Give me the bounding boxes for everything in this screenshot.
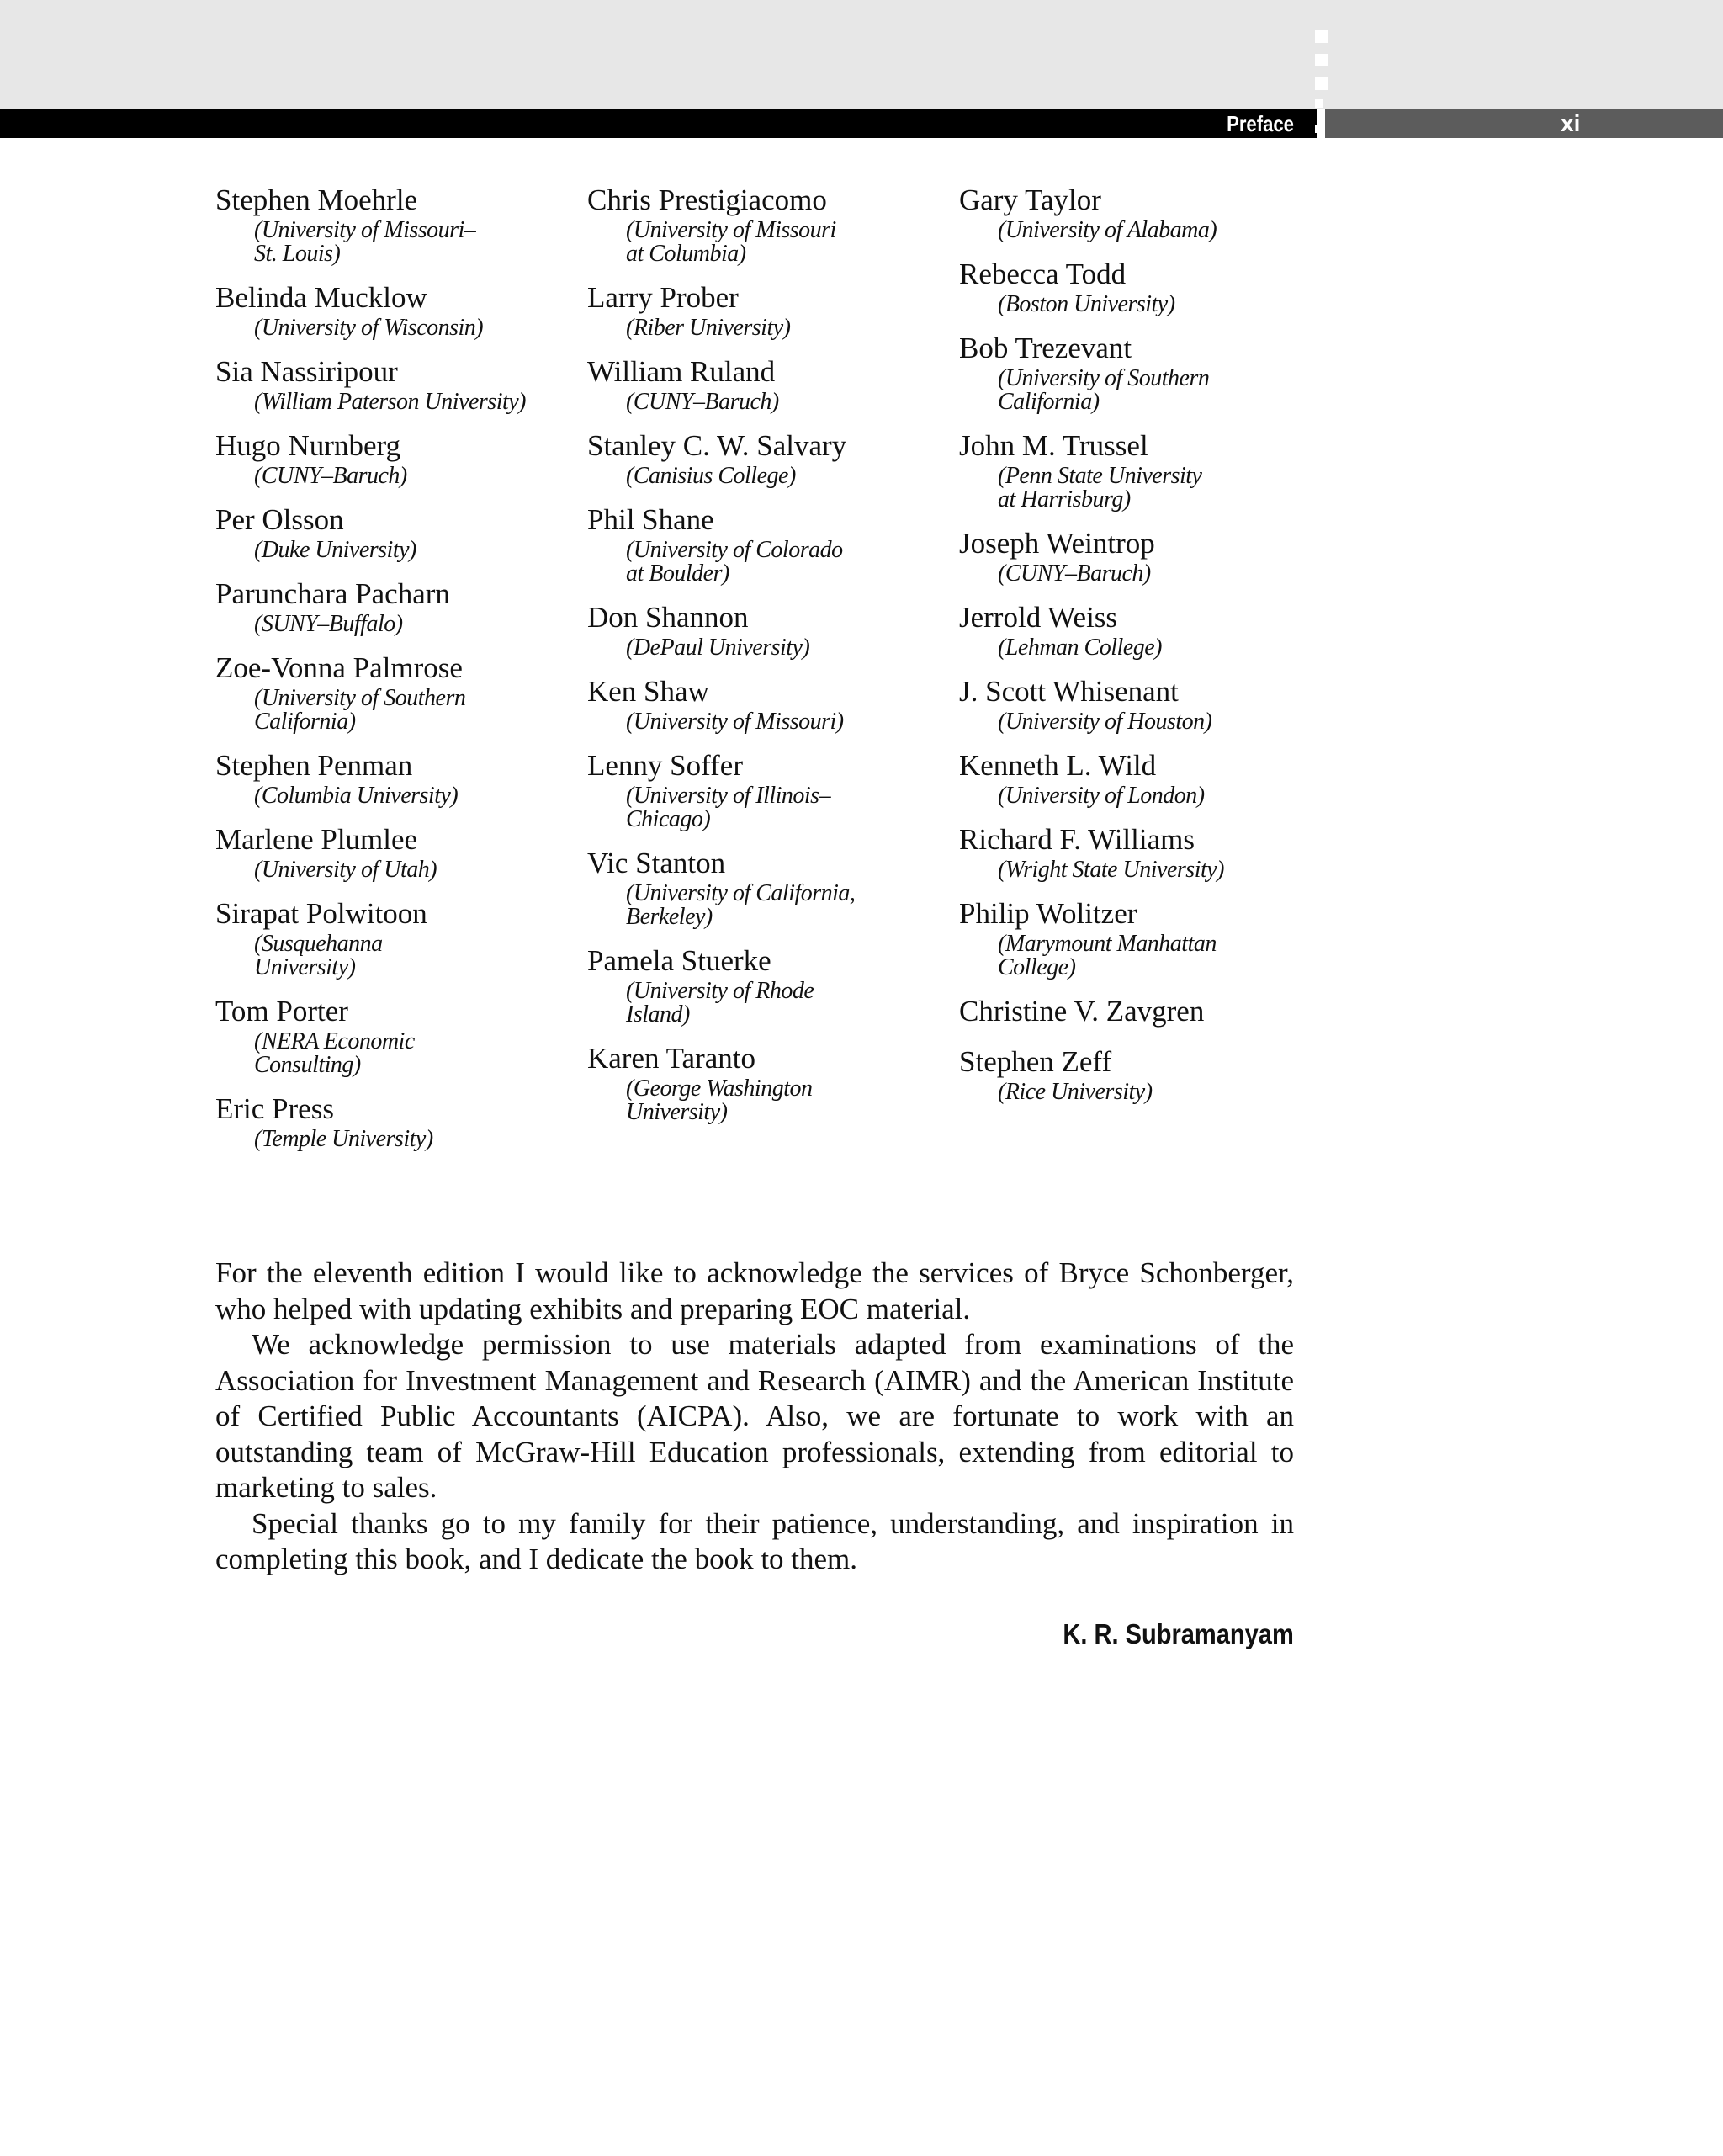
reviewer-affiliation: (University of Houston): [998, 709, 1212, 735]
reviewer-name: Per Olsson: [215, 503, 344, 536]
reviewer-affiliation: (University of Missouri– St. Louis): [254, 217, 476, 267]
reviewer-name: Tom Porter: [215, 995, 348, 1028]
reviewer-entry: [959, 821, 1329, 882]
reviewer-name: Sia Nassiripour: [215, 355, 398, 388]
reviewer-entry: [215, 427, 586, 488]
reviewer-name: Zoe-Vonna Palmrose: [215, 651, 463, 684]
reviewer-affiliation: (University of Illinois– Chicago): [626, 783, 831, 832]
reviewer-name: Phil Shane: [587, 503, 714, 536]
paragraph-1: For the eleventh edition I would like to acknowledge the services of Bryce Schonberger, who helped with updating exhibits and preparing EOC material.: [215, 1256, 1294, 1325]
reviewer-entry: [959, 256, 1329, 316]
header-notch-5: [1315, 125, 1323, 133]
reviewer-entry: [587, 279, 957, 340]
reviewer-entry: [587, 353, 957, 414]
paragraph-2: We acknowledge permission to use materials adapted from examinations of the Association for Investment Management and Research (AIMR) and the American Institute of Certified Public Accountants (AICPA). Also, we are fortunate to work with an outstanding team of McGraw-Hill Education professionals, extending from editorial to marketing to sales.: [215, 1328, 1294, 1504]
reviewer-affiliation: (University of Alabama): [998, 217, 1217, 243]
reviewer-affiliation: (Temple University): [254, 1126, 433, 1152]
reviewer-affiliation: (NERA Economic Consulting): [254, 1028, 415, 1078]
reviewer-name: Eric Press: [215, 1092, 334, 1125]
header-notch-2: [1315, 54, 1328, 66]
running-head-section: Preface: [1227, 111, 1294, 136]
reviewer-entry: [959, 895, 1329, 980]
reviewer-name: Bob Trezevant: [959, 332, 1132, 364]
reviewer-affiliation: (University of Colorado at Boulder): [626, 537, 843, 587]
reviewer-affiliation: (William Paterson University): [254, 389, 527, 415]
reviewer-entry: [587, 845, 957, 929]
reviewer-name: Lenny Soffer: [587, 749, 743, 782]
reviewer-name: Ken Shaw: [587, 675, 709, 708]
acknowledgment-text: [215, 1256, 1294, 1578]
reviewer-affiliation: (University of Southern California): [998, 365, 1210, 415]
reviewer-entry: [215, 279, 586, 340]
reviewer-entry: [959, 993, 1329, 1030]
header-notch-1: [1315, 30, 1328, 43]
reviewer-name: Larry Prober: [587, 281, 739, 314]
reviewer-entry: [587, 182, 957, 266]
reviewer-entry: [215, 747, 586, 808]
reviewer-name: Belinda Mucklow: [215, 281, 427, 314]
reviewer-affiliation: (Duke University): [254, 537, 416, 563]
reviewer-column-3: [959, 182, 1329, 1118]
reviewer-affiliation: (University of Missouri): [626, 709, 844, 735]
reviewer-affiliation: (University of California, Berkeley): [626, 880, 856, 930]
reviewer-affiliation: (CUNY–Baruch): [626, 389, 779, 415]
header-notch-3: [1315, 77, 1328, 90]
reviewer-name: Don Shannon: [587, 601, 749, 634]
reviewer-affiliation: (University of London): [998, 783, 1205, 809]
reviewer-name: Sirapat Polwitoon: [215, 897, 427, 930]
reviewer-entry: [587, 427, 957, 488]
page-number: xi: [1561, 110, 1581, 136]
reviewer-name: Rebecca Todd: [959, 258, 1127, 290]
reviewer-entry: [959, 427, 1329, 512]
reviewer-entry: [959, 1043, 1329, 1104]
reviewer-entry: [959, 330, 1329, 414]
reviewer-affiliation: (Wright State University): [998, 857, 1225, 883]
reviewer-column-1: [215, 182, 586, 1165]
reviewer-name: Karen Taranto: [587, 1042, 756, 1075]
reviewer-name: Stanley C. W. Salvary: [587, 429, 847, 462]
reviewer-affiliation: (Rice University): [998, 1079, 1153, 1105]
author-signature: K. R. Subramanyam: [1063, 1618, 1294, 1649]
reviewer-name: Stephen Zeff: [959, 1045, 1112, 1078]
reviewer-affiliation: (SUNY–Buffalo): [254, 611, 403, 637]
reviewer-entry: [959, 525, 1329, 586]
reviewer-name: Christine V. Zavgren: [959, 995, 1205, 1028]
reviewer-name: Kenneth L. Wild: [959, 749, 1157, 782]
reviewer-entry: [587, 943, 957, 1027]
reviewer-entry: [587, 673, 957, 734]
reviewer-name: John M. Trussel: [959, 429, 1148, 462]
reviewer-entry: [215, 502, 586, 562]
header-bar: [0, 109, 1317, 138]
reviewer-affiliation: (University of Rhode Island): [626, 978, 814, 1028]
reviewer-affiliation: (Boston University): [998, 291, 1175, 317]
paragraph-3: Special thanks go to my family for their patience, understanding, and inspiration in completing this book, and I dedicate the book to them.: [215, 1506, 1294, 1575]
reviewer-affiliation: (CUNY–Baruch): [254, 463, 407, 489]
reviewer-entry: [587, 599, 957, 660]
reviewer-entry: [215, 650, 586, 734]
reviewer-affiliation: (University of Utah): [254, 857, 437, 883]
reviewer-name: Parunchara Pacharn: [215, 577, 450, 610]
reviewer-entry: [215, 353, 586, 414]
reviewer-entry: [587, 1040, 957, 1124]
reviewer-name: Vic Stanton: [587, 847, 726, 879]
reviewer-entry: [959, 182, 1329, 242]
reviewer-affiliation: (Riber University): [626, 315, 791, 341]
reviewer-name: Joseph Weintrop: [959, 527, 1155, 560]
reviewer-affiliation: (CUNY–Baruch): [998, 560, 1151, 587]
reviewer-entry: [959, 747, 1329, 808]
reviewer-name: Marlene Plumlee: [215, 823, 418, 856]
header-bar-page-tab: [1325, 109, 1723, 138]
reviewer-name: Jerrold Weiss: [959, 601, 1118, 634]
reviewer-affiliation: (Penn State University at Harrisburg): [998, 463, 1202, 512]
reviewer-entry: [215, 993, 586, 1077]
reviewer-column-2: [587, 182, 957, 1138]
reviewer-affiliation: (University of Missouri at Columbia): [626, 217, 836, 267]
header-band: [0, 0, 1723, 109]
reviewer-entry: [215, 182, 586, 266]
reviewer-entry: [959, 599, 1329, 660]
reviewer-affiliation: (Canisius College): [626, 463, 796, 489]
reviewer-affiliation: (Susquehanna University): [254, 931, 383, 980]
reviewer-entry: [959, 673, 1329, 734]
reviewer-affiliation: (Columbia University): [254, 783, 459, 809]
reviewer-name: Pamela Stuerke: [587, 944, 771, 977]
reviewer-affiliation: (George Washington University): [626, 1075, 813, 1125]
reviewer-name: Hugo Nurnberg: [215, 429, 401, 462]
reviewer-affiliation: (University of Southern California): [254, 685, 466, 735]
reviewer-entry: [215, 821, 586, 882]
reviewer-name: Richard F. Williams: [959, 823, 1195, 856]
reviewer-name: William Ruland: [587, 355, 776, 388]
reviewer-affiliation: (Marymount Manhattan College): [998, 931, 1217, 980]
reviewer-name: Stephen Moehrle: [215, 183, 418, 216]
reviewer-entry: [215, 576, 586, 636]
reviewer-name: Philip Wolitzer: [959, 897, 1137, 930]
reviewer-name: J. Scott Whisenant: [959, 675, 1179, 708]
header-notch-4: [1315, 99, 1323, 108]
reviewer-entry: [587, 747, 957, 831]
reviewer-name: Gary Taylor: [959, 183, 1101, 216]
reviewer-name: Chris Prestigiacomo: [587, 183, 827, 216]
reviewer-affiliation: (Lehman College): [998, 635, 1162, 661]
reviewer-entry: [587, 502, 957, 586]
reviewer-affiliation: (DePaul University): [626, 635, 810, 661]
reviewer-entry: [215, 1091, 586, 1151]
reviewer-affiliation: (University of Wisconsin): [254, 315, 484, 341]
reviewer-entry: [215, 895, 586, 980]
reviewer-name: Stephen Penman: [215, 749, 413, 782]
